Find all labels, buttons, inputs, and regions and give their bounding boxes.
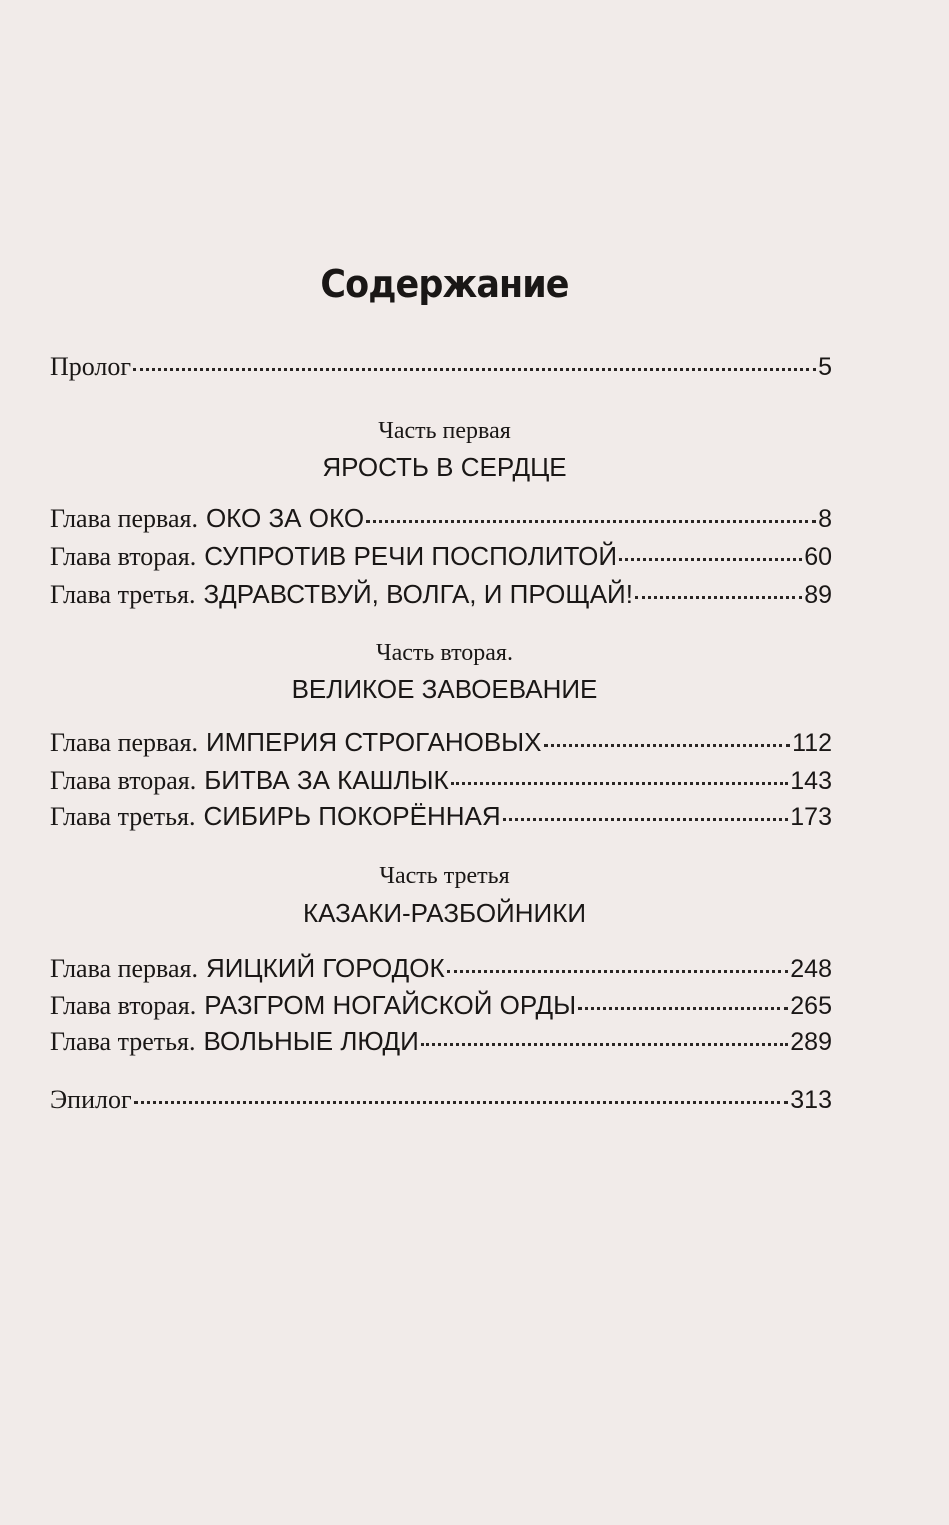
toc-entry-label: Пролог	[50, 352, 132, 381]
toc-entry-title: ВОЛЬНЫЕ ЛЮДИ	[203, 1026, 419, 1056]
dot-leader	[447, 970, 789, 973]
dot-leader	[503, 818, 789, 821]
part-label: Часть вторая.	[376, 640, 513, 666]
toc-entry-page: 173	[790, 803, 832, 831]
dot-leader	[421, 1043, 788, 1046]
toc-entry-label: Глава вторая.	[50, 542, 197, 571]
toc-entry-label: Глава первая.	[50, 954, 198, 983]
toc-entry-label: Глава вторая.	[50, 991, 197, 1020]
part-title: ВЕЛИКОЕ ЗАВОЕВАНИЕ	[291, 674, 598, 704]
toc-entry-page: 5	[818, 353, 832, 381]
page-title: Содержание	[320, 262, 569, 306]
toc-entry-label: Эпилог	[50, 1085, 132, 1114]
toc-entry-page: 143	[790, 767, 832, 795]
toc-entry-title: РАЗГРОМ НОГАЙСКОЙ ОРДЫ	[204, 990, 577, 1020]
toc-entry-title: ЯИЦКИЙ ГОРОДОК	[205, 953, 445, 983]
toc-entry-title: СИБИРЬ ПОКОРЁННАЯ	[203, 801, 501, 831]
toc-entry-page: 289	[790, 1028, 832, 1056]
toc-entry-label: Глава третья.	[50, 1027, 196, 1056]
toc-entry-label: Глава третья.	[50, 802, 196, 831]
toc-entry-page: 248	[790, 955, 832, 983]
toc-entry-chapter[interactable]	[50, 541, 832, 572]
toc-entry-page: 60	[804, 543, 832, 571]
dot-leader	[133, 368, 816, 371]
dot-leader	[578, 1007, 788, 1010]
toc-entry-label: Глава вторая.	[50, 766, 197, 795]
toc-entry-chapter[interactable]	[50, 579, 832, 610]
toc-entry-chapter[interactable]	[50, 990, 832, 1021]
dot-leader	[134, 1101, 789, 1104]
dot-leader	[635, 596, 802, 599]
toc-entry-chapter[interactable]	[50, 727, 832, 758]
dot-leader	[544, 744, 791, 747]
toc-entry-chapter[interactable]	[50, 765, 832, 796]
dot-leader	[619, 558, 802, 561]
toc-entry-page: 112	[792, 729, 832, 757]
toc-entry-label: Глава третья.	[50, 580, 196, 609]
toc-entry-page: 313	[790, 1086, 832, 1114]
toc-entry-title: СУПРОТИВ РЕЧИ ПОСПОЛИТОЙ	[204, 541, 618, 571]
part-label: Часть третья	[379, 863, 510, 889]
toc-entry-label: Глава первая.	[50, 504, 198, 533]
toc-entry-prologue[interactable]	[50, 352, 832, 382]
part-title: КАЗАКИ-РАЗБОЙНИКИ	[302, 898, 587, 928]
toc-entry-title: ИМПЕРИЯ СТРОГАНОВЫХ	[205, 727, 542, 757]
toc-entry-page: 89	[804, 581, 832, 609]
toc-entry-title: ОКО ЗА ОКО	[205, 503, 365, 533]
dot-leader	[366, 520, 816, 523]
toc-entry-epilogue[interactable]	[50, 1085, 832, 1115]
part-title: ЯРОСТЬ В СЕРДЦЕ	[322, 452, 567, 482]
toc-entry-chapter[interactable]	[50, 801, 832, 832]
toc-entry-title: ЗДРАВСТВУЙ, ВОЛГА, И ПРОЩАЙ!	[203, 579, 633, 609]
toc-entry-chapter[interactable]	[50, 1026, 832, 1057]
toc-entry-label: Глава первая.	[50, 728, 198, 757]
toc-entry-chapter[interactable]	[50, 503, 832, 534]
dot-leader	[451, 782, 789, 785]
part-label: Часть первая	[378, 418, 511, 444]
toc-entry-page: 265	[790, 992, 832, 1020]
toc-entry-chapter[interactable]	[50, 953, 832, 984]
toc-entry-page: 8	[818, 505, 832, 533]
toc-entry-title: БИТВА ЗА КАШЛЫК	[204, 765, 449, 795]
